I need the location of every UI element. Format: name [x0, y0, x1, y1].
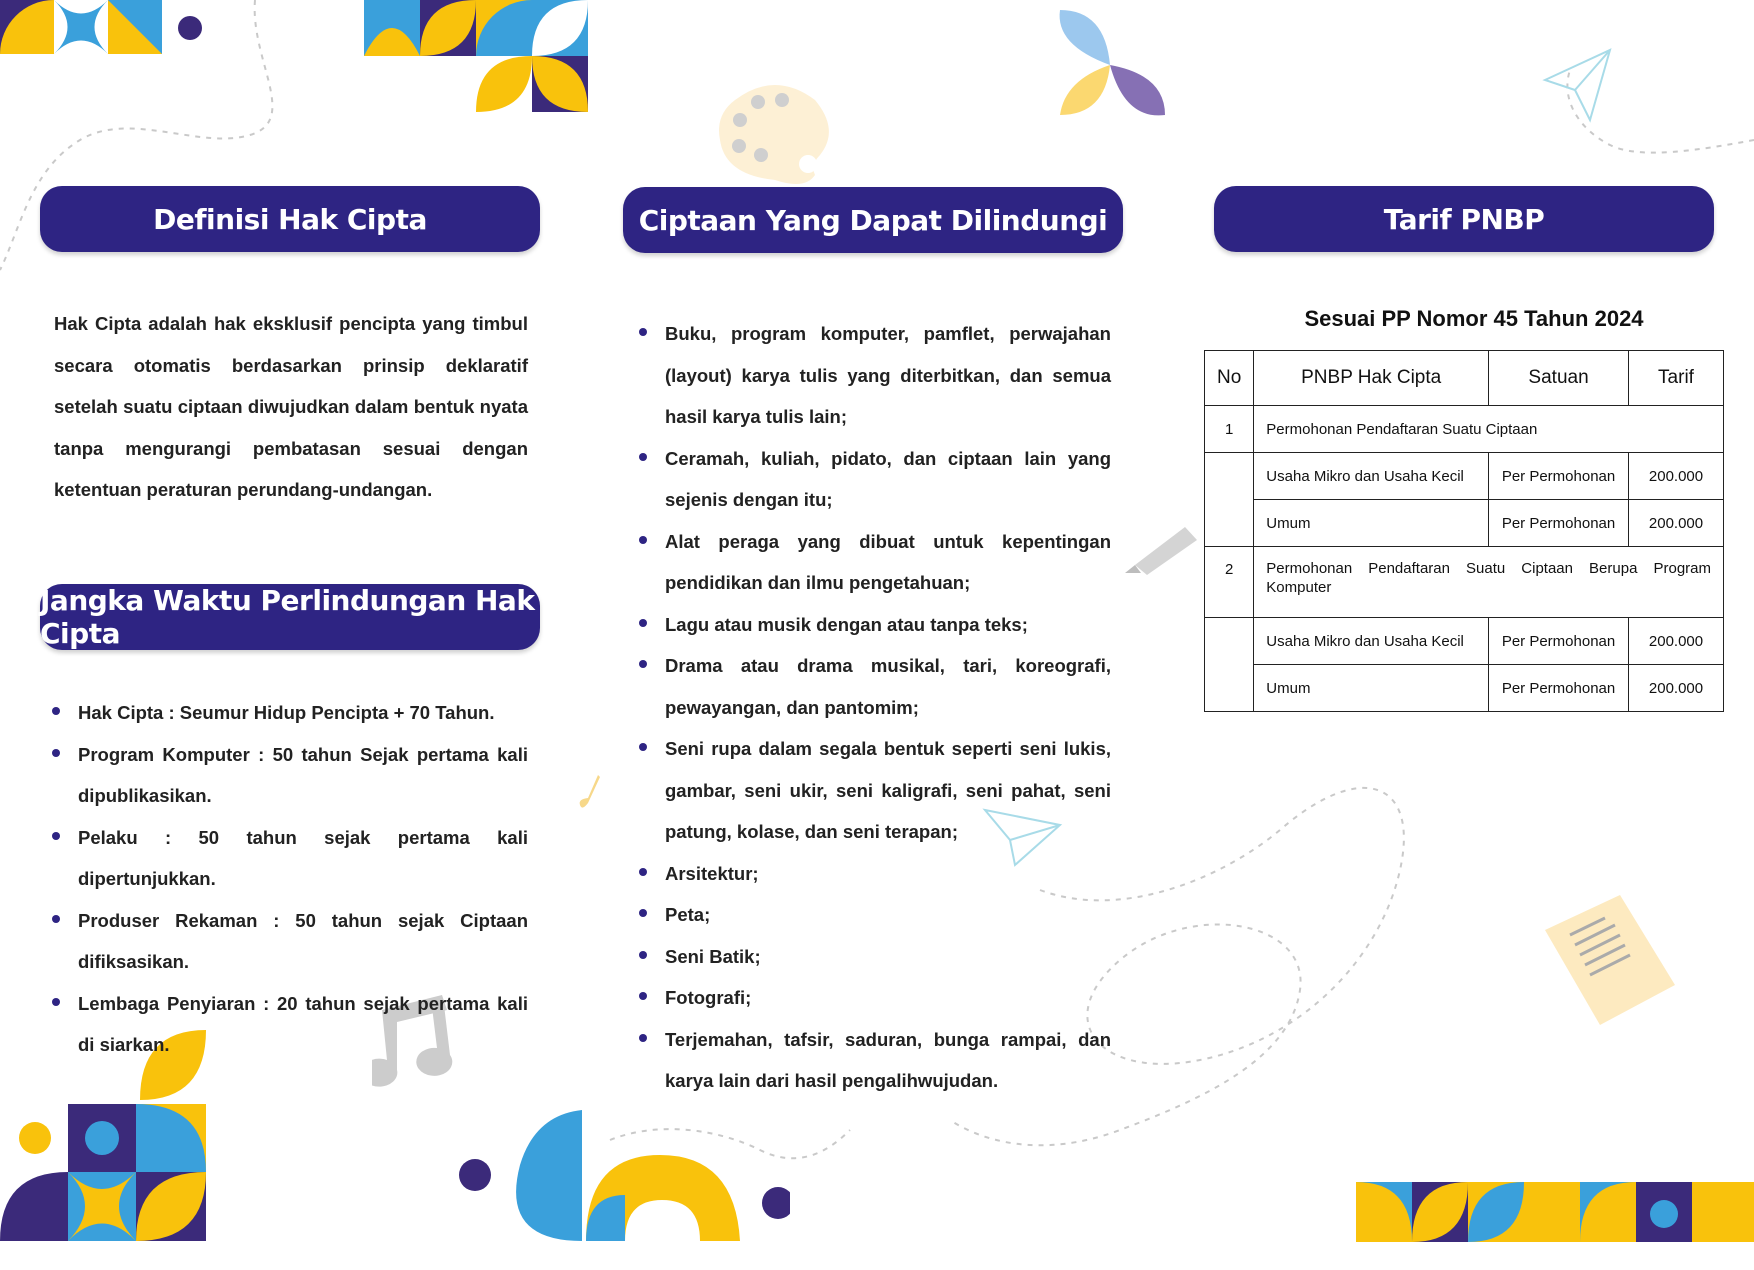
list-item: Hak Cipta : Seumur Hidup Pencipta + 70 Tahun. [52, 692, 528, 734]
ciptaan-list [639, 313, 1111, 1102]
list-item: Peta; [639, 894, 1111, 936]
list-item: Drama atau drama musikal, tari, koreografi, pewayangan, dan pantomim; [639, 645, 1111, 728]
document-paper-icon [1540, 890, 1680, 1030]
list-item: Fotografi; [639, 977, 1111, 1019]
geometric-shapes-bottom-center [450, 1105, 790, 1245]
list-item: Buku, program komputer, pamflet, perwajahan (layout) karya tulis yang diterbitkan, dan semua hasil karya tulis lain; [639, 313, 1111, 438]
geometric-tiles-top-left [0, 0, 220, 60]
definisi-paragraph: Hak Cipta adalah hak eksklusif pencipta yang timbul secara otomatis berdasarkan prinsip deklaratif setelah suatu ciptaan diwujudkan dalam bentuk nyata tanpa mengurangi pembatasan sesuai dengan ketentuan peraturan perundang-undangan. [54, 313, 528, 500]
geometric-tiles-bottom-left [0, 1030, 220, 1270]
tarif-title: Tarif PNBP [1214, 186, 1714, 252]
row-tarif: 200.000 [1629, 618, 1724, 665]
table-row [1205, 547, 1724, 618]
row-kategori: Umum [1254, 665, 1489, 712]
row-satuan: Per Permohonan [1489, 453, 1629, 500]
list-item: Produser Rekaman : 50 tahun sejak Ciptaan difiksasikan. [52, 900, 528, 983]
table-row [1205, 406, 1724, 453]
header-tarif: Tarif [1629, 351, 1724, 406]
row-tarif: 200.000 [1629, 453, 1724, 500]
list-item: Arsitektur; [639, 853, 1111, 895]
header-satuan: Satuan [1489, 351, 1629, 406]
row-tarif: 200.000 [1629, 500, 1724, 547]
list-item: Terjemahan, tafsir, saduran, bunga rampai, dan karya lain dari hasil pengalihwujudan. [639, 1019, 1111, 1102]
header-pnbp: PNBP Hak Cipta [1254, 351, 1489, 406]
paint-palette-icon [715, 80, 835, 190]
row-kategori: Umum [1254, 500, 1489, 547]
list-item: Program Komputer : 50 tahun Sejak pertama kali dipublikasikan. [52, 734, 528, 817]
group-name: Permohonan Pendaftaran Suatu Ciptaan Berupa Program Komputer [1254, 547, 1724, 618]
list-item: Lembaga Penyiaran : 20 tahun sejak pertama kali di siarkan. [52, 983, 528, 1066]
row-satuan: Per Permohonan [1489, 618, 1629, 665]
header-no: No [1205, 351, 1254, 406]
ciptaan-title: Ciptaan Yang Dapat Dilindungi [623, 187, 1123, 253]
row-satuan: Per Permohonan [1489, 665, 1629, 712]
geometric-tiles-top-center [364, 0, 594, 115]
small-music-note-icon [578, 773, 608, 813]
row-no: 2 [1205, 547, 1254, 618]
tarif-subtitle: Sesuai PP Nomor 45 Tahun 2024 [1304, 306, 1644, 331]
table-row [1205, 618, 1724, 665]
table-header-row [1205, 351, 1724, 406]
list-item: Seni rupa dalam segala bentuk seperti seni lukis, gambar, seni ukir, seni kaligrafi, seni pahat, seni patung, kolase, dan seni terapan; [639, 728, 1111, 853]
table-row [1205, 500, 1724, 547]
row-satuan: Per Permohonan [1489, 500, 1629, 547]
list-item: Ceramah, kuliah, pidato, dan ciptaan lain yang sejenis dengan itu; [639, 438, 1111, 521]
empty-cell [1205, 618, 1254, 712]
definisi-title: Definisi Hak Cipta [40, 186, 540, 252]
list-item: Lagu atau musik dengan atau tanpa teks; [639, 604, 1111, 646]
table-row [1205, 453, 1724, 500]
row-tarif: 200.000 [1629, 665, 1724, 712]
tarif-table [1204, 350, 1724, 712]
table-row [1205, 665, 1724, 712]
list-item: Pelaku : 50 tahun sejak pertama kali dipertunjukkan. [52, 817, 528, 900]
flower-petals-decoration [1055, 5, 1175, 125]
paper-plane-icon [1540, 45, 1620, 125]
list-item: Alat peraga yang dibuat untuk kepentingan pendidikan dan ilmu pengetahuan; [639, 521, 1111, 604]
row-kategori: Usaha Mikro dan Usaha Kecil [1254, 618, 1489, 665]
geometric-tiles-bottom-right [1356, 1182, 1754, 1242]
pencil-icon [1125, 515, 1205, 575]
group-name: Permohonan Pendaftaran Suatu Ciptaan [1254, 406, 1724, 453]
jangka-waktu-title: Jangka Waktu Perlindungan Hak Cipta [40, 584, 540, 650]
jangka-waktu-list [52, 692, 528, 1066]
empty-cell [1205, 453, 1254, 547]
list-item: Seni Batik; [639, 936, 1111, 978]
row-kategori: Usaha Mikro dan Usaha Kecil [1254, 453, 1489, 500]
row-no: 1 [1205, 406, 1254, 453]
